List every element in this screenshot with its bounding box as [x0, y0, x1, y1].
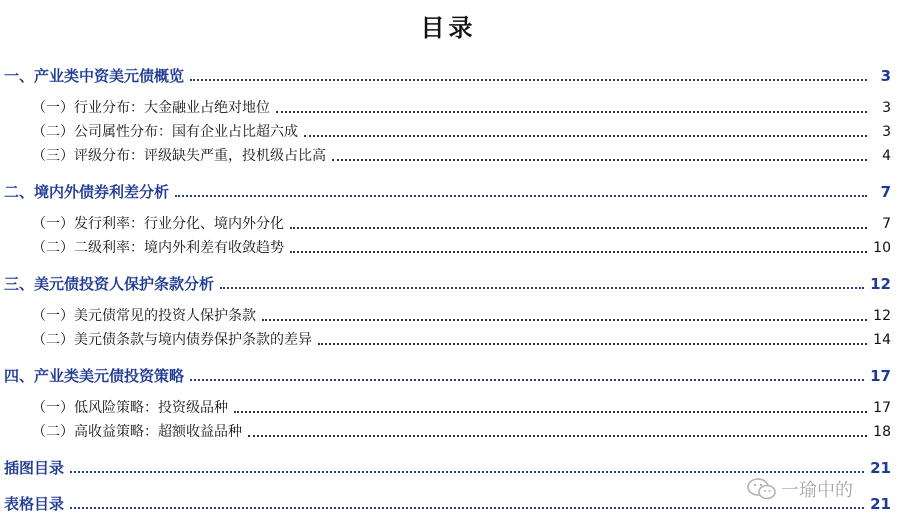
toc-page-number: 3 [882, 100, 891, 116]
toc-entry[interactable] [0, 358, 897, 386]
toc-entry[interactable] [0, 414, 897, 442]
dot-leader [175, 194, 867, 197]
toc-page-number: 17 [870, 367, 891, 385]
toc-page-number: 18 [873, 424, 891, 440]
toc-entry-label: 三、美元债投资人保护条款分析 [4, 275, 215, 293]
toc-page-number: 21 [870, 495, 891, 513]
toc-page-number: 14 [873, 332, 891, 348]
toc-entry-label: （一）发行利率：行业分化、境内外分化 [32, 216, 284, 232]
toc-entry-label: （一）行业分布：大金融业占绝对地位 [32, 100, 270, 116]
toc-page-number: 7 [882, 216, 891, 232]
toc-page-number: 12 [873, 308, 891, 324]
toc-page-number: 10 [873, 240, 891, 256]
toc-page-number: 3 [880, 67, 891, 85]
toc-page-number: 7 [880, 183, 891, 201]
toc-entry[interactable] [0, 266, 897, 294]
dot-leader [70, 470, 864, 473]
watermark-text: 一瑜中的 [781, 480, 853, 501]
toc-entry[interactable] [0, 174, 897, 202]
dot-leader [290, 226, 867, 229]
toc-entry-label: （三）评级分布：评级缺失严重，投机级占比高 [32, 148, 326, 164]
toc-entry-label: （一）美元债常见的投资人保护条款 [32, 308, 256, 324]
dot-leader [248, 434, 867, 437]
page-title: 目录 [420, 14, 477, 42]
toc-entry-label: 表格目录 [4, 495, 65, 513]
toc-entry[interactable] [0, 138, 897, 166]
toc-entry-label: 四、产业类美元债投资策略 [4, 367, 185, 385]
toc-entry[interactable] [0, 322, 897, 350]
toc-entry-label: （二）二级利率：境内外利差有收敛趋势 [32, 240, 284, 256]
dot-leader [220, 286, 864, 289]
toc-entry-label: 一、产业类中资美元债概览 [4, 67, 185, 85]
dot-leader [262, 318, 867, 321]
dot-leader [234, 410, 867, 413]
toc-entry-label: 二、境内外债券利差分析 [4, 183, 170, 201]
dot-leader [332, 158, 867, 161]
watermark [747, 472, 853, 506]
dot-leader [290, 250, 867, 253]
toc-page-number: 3 [882, 124, 891, 140]
toc-entry-label: （二）美元债条款与境内债券保护条款的差异 [32, 332, 312, 348]
toc-entry-label: （二）公司属性分布：国有企业占比超六成 [32, 124, 298, 140]
dot-leader [190, 78, 867, 81]
dot-leader [304, 134, 867, 137]
wechat-icon [747, 477, 777, 501]
toc-entry-label: 插图目录 [4, 459, 65, 477]
toc-entry-label: （二）高收益策略：超额收益品种 [32, 424, 242, 440]
toc-page-number: 17 [873, 400, 891, 416]
toc-entry-label: （一）低风险策略：投资级品种 [32, 400, 228, 416]
toc-page-number: 21 [870, 459, 891, 477]
dot-leader [318, 342, 867, 345]
dot-leader [190, 378, 864, 381]
toc-entry[interactable] [0, 230, 897, 258]
dot-leader [70, 506, 864, 509]
toc-entry[interactable] [0, 58, 897, 86]
toc-page-number: 12 [870, 275, 891, 293]
toc-page-number: 4 [882, 148, 891, 164]
dot-leader [276, 110, 867, 113]
